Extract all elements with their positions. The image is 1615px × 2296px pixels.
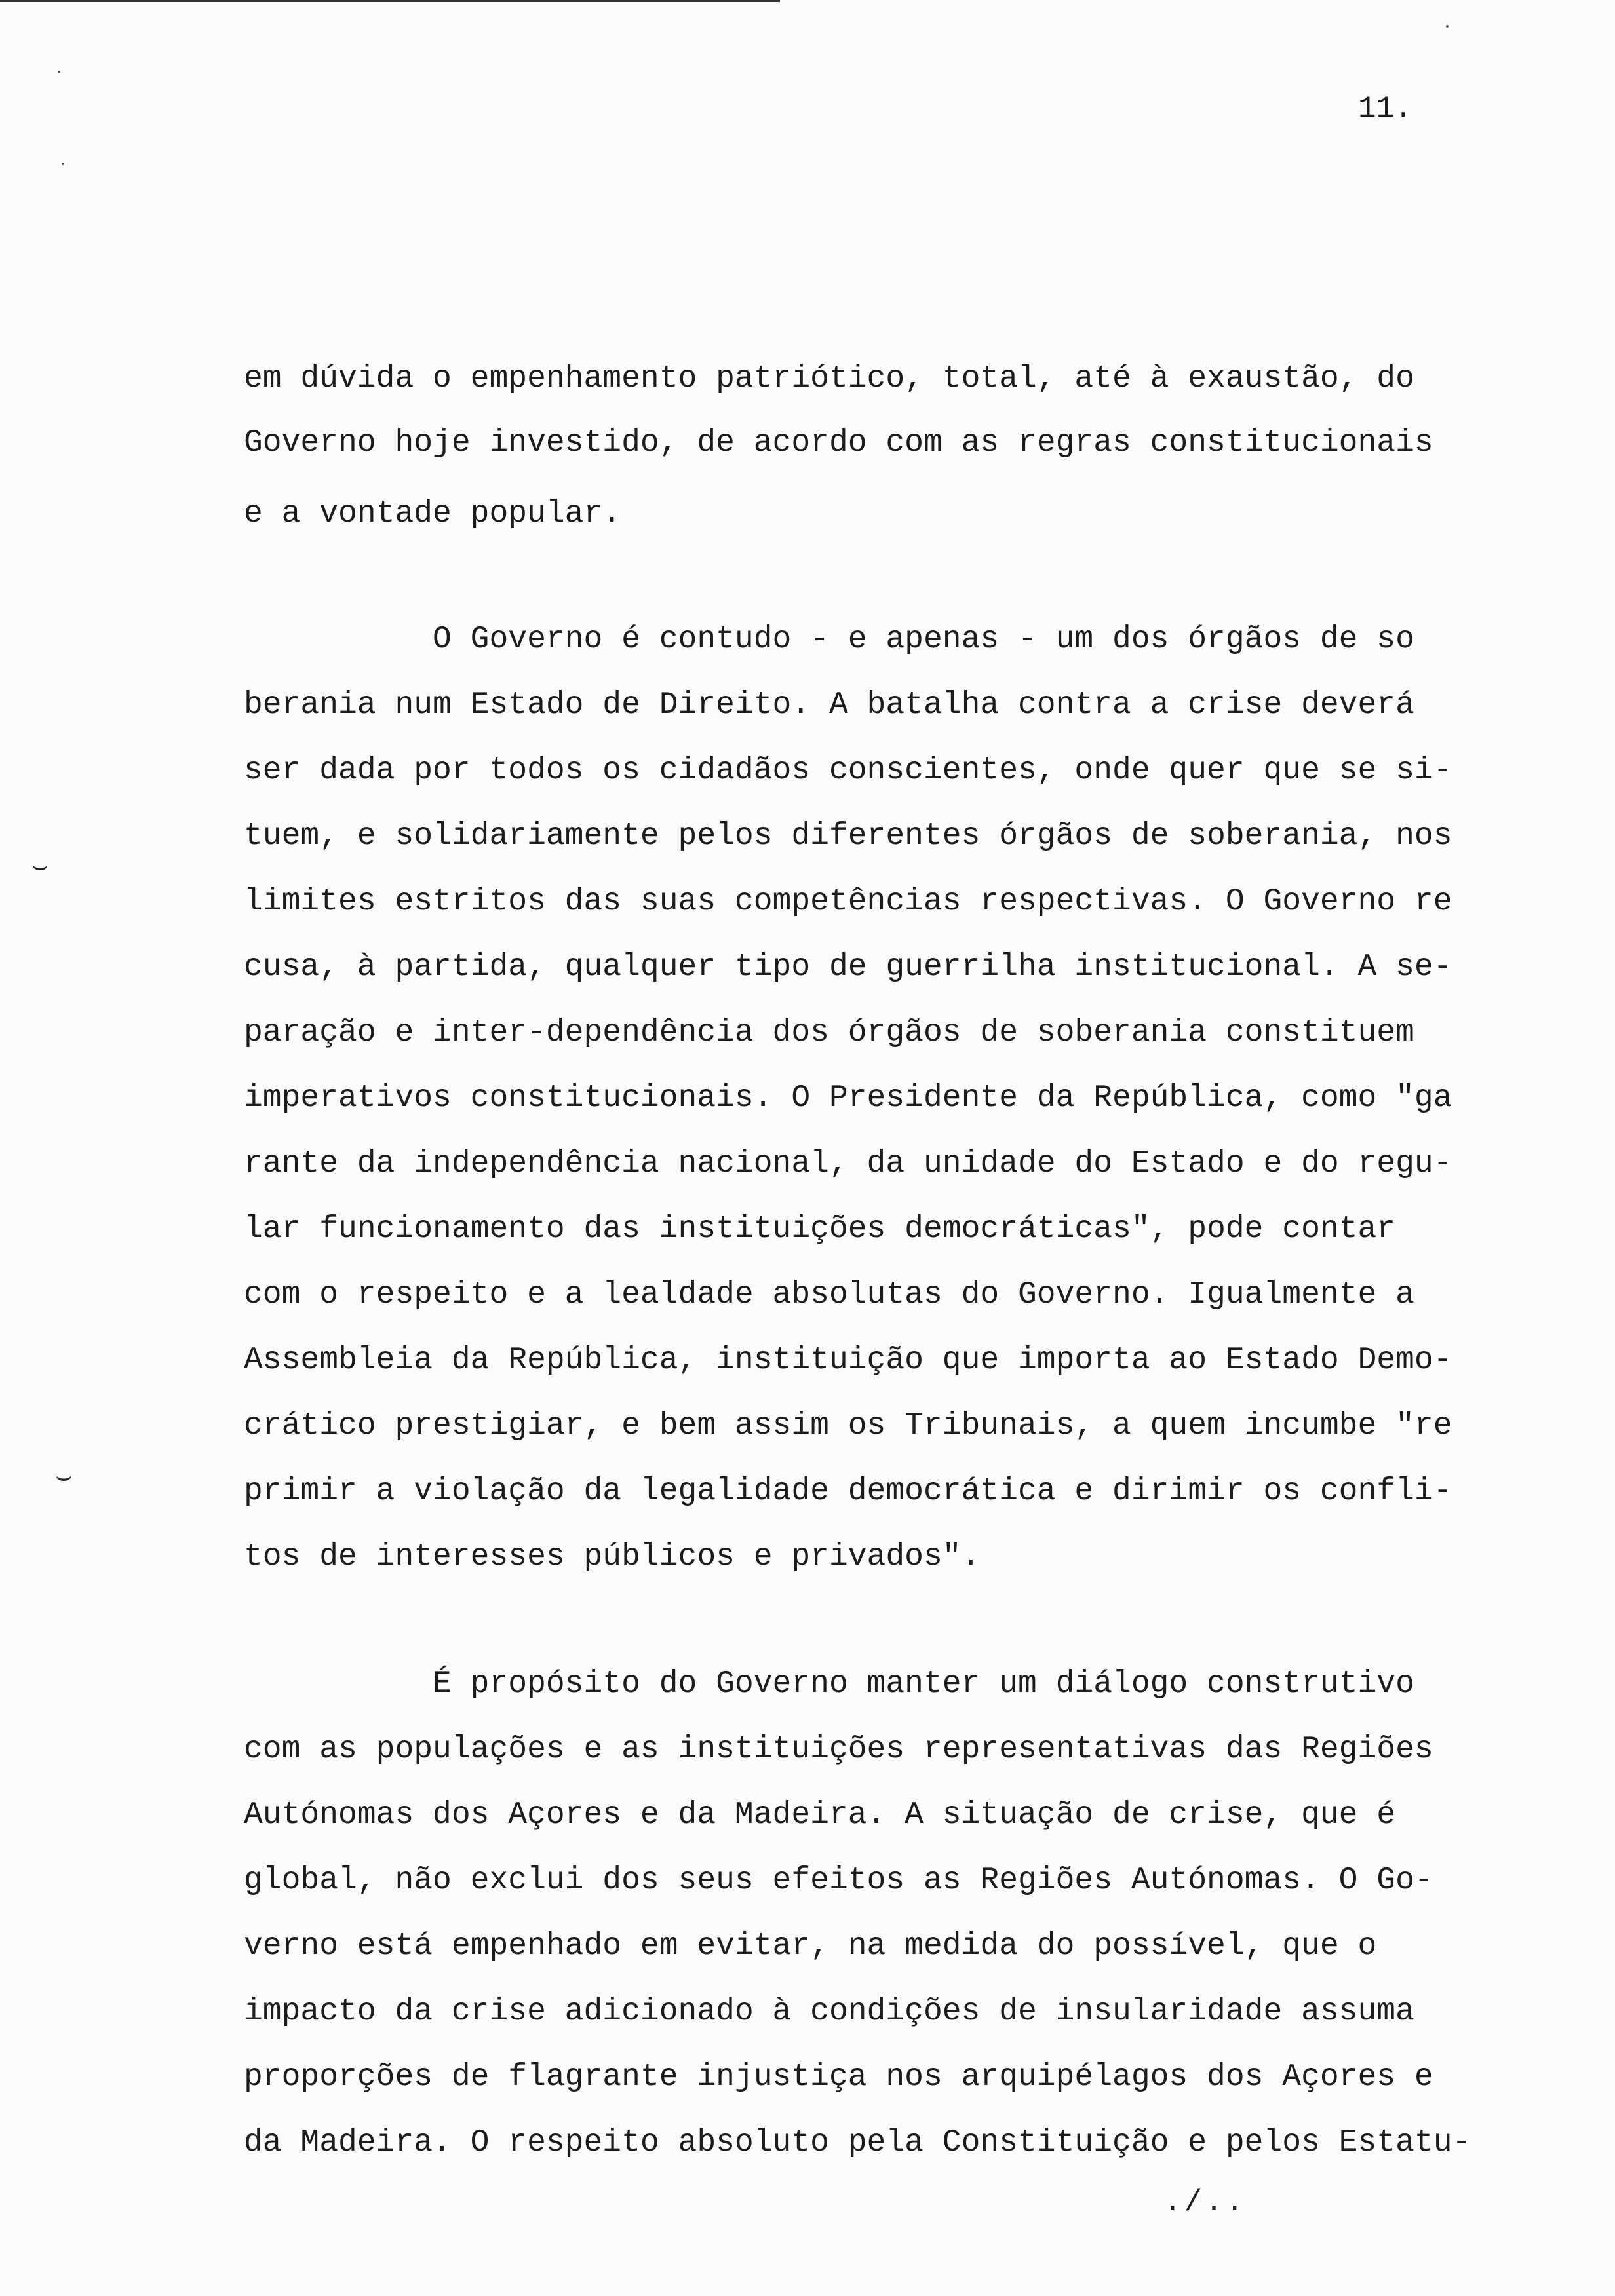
text-line: tos de interesses públicos e privados". [244,1539,981,1575]
text-line: verno está empenhado em evitar, na medida do possível, que o [244,1928,1377,1964]
text-line: limites estritos das suas competências respectivas. O Governo re [244,884,1452,919]
text-line: rante da independência nacional, da unidade do Estado e do regu- [244,1146,1452,1181]
text-line: cusa, à partida, qualquer tipo de guerrilha institucional. A se- [244,949,1452,985]
text-line: primir a violação da legalidade democrática e dirimir os confli- [244,1474,1452,1509]
text-line: ser dada por todos os cidadãos conscientes, onde quer que se si- [244,753,1452,788]
text-line: crático prestigiar, e bem assim os Tribunais, a quem incumbe "re [244,1408,1452,1444]
text-line: proporções de flagrante injustiça nos arquipélagos dos Açores e [244,2059,1433,2095]
text-line: com o respeito e a lealdade absolutas do Governo. Igualmente a [244,1277,1414,1312]
scan-speck [1446,25,1449,28]
text-line: impacto da crise adicionado à condições de insularidade assuma [244,1994,1414,2029]
scan-speck [62,163,64,165]
text-line: O Governo é contudo - e apenas - um dos órgãos de so [244,622,1414,657]
text-line: Autónomas dos Açores e da Madeira. A situação de crise, que é [244,1797,1396,1833]
text-line: e a vontade popular. [244,496,622,531]
text-line: tuem, e solidariamente pelos diferentes órgãos de soberania, nos [244,818,1452,854]
text-line: da Madeira. O respeito absoluto pela Constituição e pelos Estatu- [244,2125,1471,2160]
text-line: imperativos constitucionais. O Presidente da República, como "ga [244,1081,1452,1116]
top-scan-line [0,0,780,2]
margin-tick-mark: ⌣ [31,853,49,883]
text-line: com as populações e as instituições representativas das Regiões [244,1732,1433,1767]
text-line: paração e inter-dependência dos órgãos de soberania constituem [244,1015,1414,1050]
text-line: Governo hoje investido, de acordo com as regras constitucionais [244,425,1433,461]
text-line: lar funcionamento das instituições democráticas", pode contar [244,1212,1396,1247]
text-line: em dúvida o empenhamento patriótico, total, até à exaustão, do [244,361,1414,396]
text-line: Assembleia da República, instituição que importa ao Estado Demo- [244,1343,1452,1378]
continuation-mark: ./.. [1163,2185,1247,2219]
page-number: 11. [1358,92,1412,126]
text-line: É propósito do Governo manter um diálogo construtivo [244,1666,1414,1702]
margin-tick-mark: ⌣ [55,1464,73,1493]
scan-speck [58,71,60,73]
text-line: global, não exclui dos seus efeitos as Regiões Autónomas. O Go- [244,1863,1433,1898]
text-line: berania num Estado de Direito. A batalha contra a crise deverá [244,687,1414,723]
